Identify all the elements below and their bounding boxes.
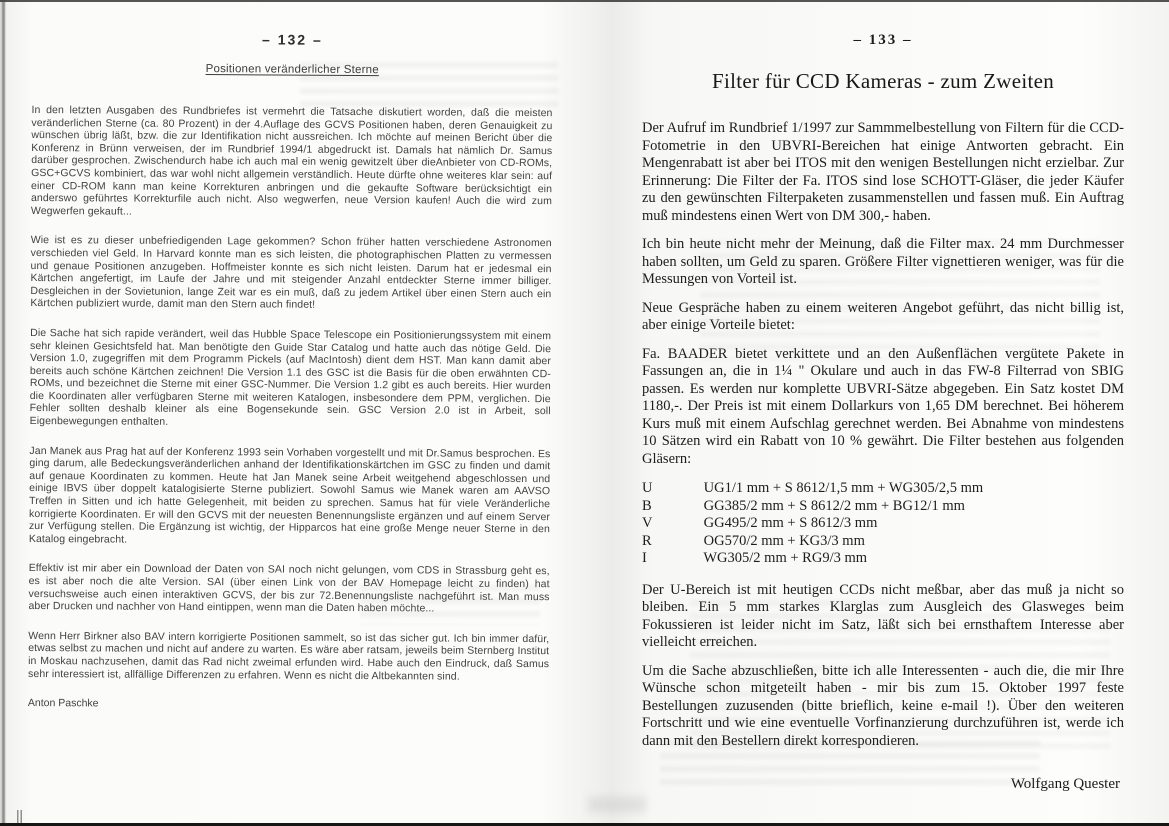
paragraph: Ich bin heute nicht mehr der Meinung, daß die Filter max. 24 mm Durchmesser haben sollten, um Geld zu sparen. Größere Filter vignettieren weniger, was für die Messungen von Vorteil ist.: [642, 236, 1124, 287]
left-page-number: – 132 –: [262, 31, 323, 48]
right-page: [642, 28, 1124, 793]
paragraph: Effektiv ist mir aber ein Download der Daten von SAI noch nicht gelungen, vom CDS in Strassburg geht es, es ist aber noch die alte Version. SAI (über einen Link von der BAV Homepage leicht zu finden) hat versuchsweise auch einen interaktiven GCVS, der bis zur 72.Benennungsliste nachgeführt ist. Man muss aber Drucken und nachher von Hand eintippen, wenn man die Daten haben möchte...: [28, 562, 550, 615]
article-title: Filter für CCD Kameras - zum Zweiten: [711, 69, 1055, 93]
paragraph: Jan Manek aus Prag hat auf der Konferenz 1993 sein Vorhaben vorgestellt und mit Dr.Samus besprochen. Es ging darum, alle Bedeckungsveränderlichen anhand der Identifikationskärtchen im GSC zu finden und damit auf genaue Koordinaten zu kommen. Heute hat Jan Manek seine Arbeit weitgehend abgeschlossen und einige IBVS über doppelt katalogisierte Sterne publiziert. Sowohl Samus wie Manek waren am AAVSO Treffen in Sitten und ich hatte Gelegenheit, mit beiden zu sprechen. Samus hat für viele Veränderliche korrigierte Koordinaten. Er will den GCVS mit der neuesten Benennungsliste ergänzen und auf einem Server zur Verfügung stellen. Die Ergänzung ist wichtig, der Hipparcos hat eine große Menge neuer Sterne in den Katalog eingebracht.: [28, 444, 551, 546]
paragraph: Die Sache hat sich rapide verändert, weil das Hubble Space Telescope ein Positionierungssystem mit einem sehr kleinen Gesichtsfeld hat. Man benötigte den Guide Star Catalog und hatte auch das nötige Geld. Die Version 1.0, zugegriffen mit dem Programm Pickels (auf MacIntosh) dient dem HST. Man kann damit aber bereits auch schöne Kärtchen zeichnen! Die Version 1.1 des GSC ist die Basis für die oben erwähnten CD-ROMs, und bezeichnet die Sterne mit einer GSC-Nummer. Die Version 1.2 gibt es auch bereits. Hier wurden die Koordinaten aller verfügbaren Sterne mit weiteren Katalogen, insbesondere dem PPM, verglichen. Die Fehler sollten deshalb kleiner als eine Bogensekunde sein. GSC Version 2.0 ist in Arbeit, soll Eigenbewegungen enthalten.: [29, 326, 552, 428]
filter-band-label: B: [642, 497, 652, 514]
scan-left-edge: [2, 0, 5, 826]
filter-row: [642, 550, 1124, 568]
filter-row: [642, 515, 1124, 533]
filter-glass-composition: OG570/2 mm + KG3/3 mm: [703, 532, 865, 549]
filter-row: [642, 480, 1124, 498]
filter-glass-composition: UG1/1 mm + S 8612/1,5 mm + WG305/2,5 mm: [703, 480, 984, 496]
author-signature: Wolfgang Quester: [1010, 776, 1120, 792]
paragraph: Neue Gespräche haben zu einem weiteren Angebot geführt, das nicht billig ist, aber einige Vorteile bietet:: [642, 299, 1124, 333]
left-page-heading: Positionen veränderlicher Sterne: [205, 63, 379, 77]
paragraph: Wenn Herr Birkner also BAV intern korrigierte Positionen sammelt, so ist das sicher gut. Ich bin immer dafür, etwas selbst zu machen und nicht auf andere zu warten. Es wäre aber ratsam, jeweils beim Sternberg Institut in Moskau nachzusehen, damit das Rad nicht zweimal erfunden wird. Habe auch den Eindruck, daß Samus sehr interessiert ist, allfällige Differenzen zu erfahren. Wenn es nicht die Altbekannten sind.: [28, 629, 550, 683]
filter-glass-composition: GG385/2 mm + S 8612/2 mm + BG12/1 mm: [703, 497, 965, 514]
scan-smudge: [588, 797, 646, 812]
filter-row: [642, 498, 1124, 516]
paragraph: Der U-Bereich ist mit heutigen CCDs nicht meßbar, aber das muß ja nicht so bleiben. Ein 5 mm starkes Klarglas zum Ausgleich des Glasweges beim Fokussieren ist leider nicht im Satz, läßt sich bei ernsthaftem Interesse aber vielleicht erreichen.: [642, 581, 1124, 650]
filter-row: [642, 533, 1124, 551]
filter-glass-composition: GG495/2 mm + S 8612/3 mm: [703, 515, 878, 531]
filter-glass-composition: WG305/2 mm + RG9/3 mm: [703, 550, 868, 566]
paragraph: Um die Sache abzuschließen, bitte ich alle Interessenten - auch die, die mir Ihre Wünsche schon mitgeteilt haben - mir bis zum 15. Oktober 1997 feste Bestellungen zuzusenden (bitte brieflich, keine e-mail !). Über den weiteren Fortschritt und wie eine eventuelle Vorfinanzierung durchzuführen ist, werde ich dann mit den Bestellern direkt korrespondieren.: [642, 662, 1124, 749]
paragraph: Fa. BAADER bietet verkittete und an den Außenflächen vergütete Pakete in Fassungen an, die in 1¼ " Okulare und auch in das FW-8 Filterrad von SBIG passen. Es werden nur komplette UBVRI-Sätze abgegeben. Ein Satz kostet DM 1180,-. Der Preis ist mit einem Dollarkurs von 1,65 DM berechnet. Bei höherem Kurs muß mit einem Aufschlag gerechnet werden. Bei Abnahme von mindestens 10 Sätzen wird ein Rabatt von 10 % gewährt. Die Filter bestehen aus folgenden Gläsern:: [642, 345, 1124, 467]
left-page-body: [28, 104, 553, 683]
right-page-body: [642, 120, 1124, 750]
filter-band-label: U: [642, 480, 653, 496]
author-signature: Anton Paschke: [27, 697, 99, 710]
scan-edge-mark: [17, 810, 24, 823]
paragraph: Wie ist es zu dieser unbefriedigenden Lage gekommen? Schon früher hatten verschiedene Astronomen verschieden viel Geld. In Harvard konnte man es sich leisten, die photographischen Platten zu vermessen und genaue Positionen anzugeben. Hoffmeister konnte es sich nicht leisten. Darum hat er jedesmal ein Kärtchen angefertigt, im Laufe der Jahre und mit steigender Anzahl entdeckter Sterne immer billiger. Desgleichen in der Sovietunion, lange Zeit war es ein muß, daß zu jedem Artikel über einen Stern auch ein Kärtchen publiziert wurde, damit man den Stern auch findet!: [30, 234, 552, 312]
right-page-number: – 133 –: [853, 32, 913, 48]
paragraph: Der Aufruf im Rundbrief 1/1997 zur Sammmelbestellung von Filtern für die CCD-Fotometrie in den UBVRI-Bereichen hat einige Antworten gebracht. Ein Mengenrabatt ist aber bei ITOS mit den wenigen Bestellungen nicht erzielbar. Zur Erinnerung: Die Filter der Fa. ITOS sind lose SCHOTT-Gläser, die jeder Käufer zu den gewünschten Filterpaketen zusammenstellen und fassen muß. Ein Auftrag muß mindestens einen Wert von DM 300,- haben.: [642, 120, 1124, 224]
filter-band-label: R: [642, 532, 652, 549]
paragraph: In den letzten Ausgaben des Rundbriefes ist vermehrt die Tatsache diskutiert worden, daß die meisten veränderlichen Sterne (ca. 80 Prozent) in der 4.Auflage des GCVS Positionen haben, deren Genauigkeit zu wünschen übrig läßt, bzw. die zur Identifikation nicht aussreichen. Ich möchte auf meinen Bericht über die Konferenz in Brünn verweisen, der im Rundbrief 1994/1 abgedruckt ist. Damals hat nämlich Dr. Samus darüber gesprochen. Zwischendurch habe ich auch mal ein wenig gewitzelt über dieAnbieter von CD-ROMs, GSC+GCVS kombiniert, das war wohl nicht allgemein verständlich. Heute dürfte ohne weiteres klar sein: auf einer CD-ROM kann man keine Korrekturen anbringen und die gekaufte Software berücksichtigt ein anderswo geführtes Korrekturfile auch nicht. Also wegwerfen, neue Version kaufen! Auch die wird zum Wegwerfen gekauft...: [30, 103, 553, 218]
scan-top-edge: [0, 0, 1169, 2]
filter-band-label: I: [642, 550, 647, 566]
filter-glass-table: [642, 480, 1124, 568]
filter-band-label: V: [642, 515, 653, 531]
left-page: [28, 30, 553, 712]
